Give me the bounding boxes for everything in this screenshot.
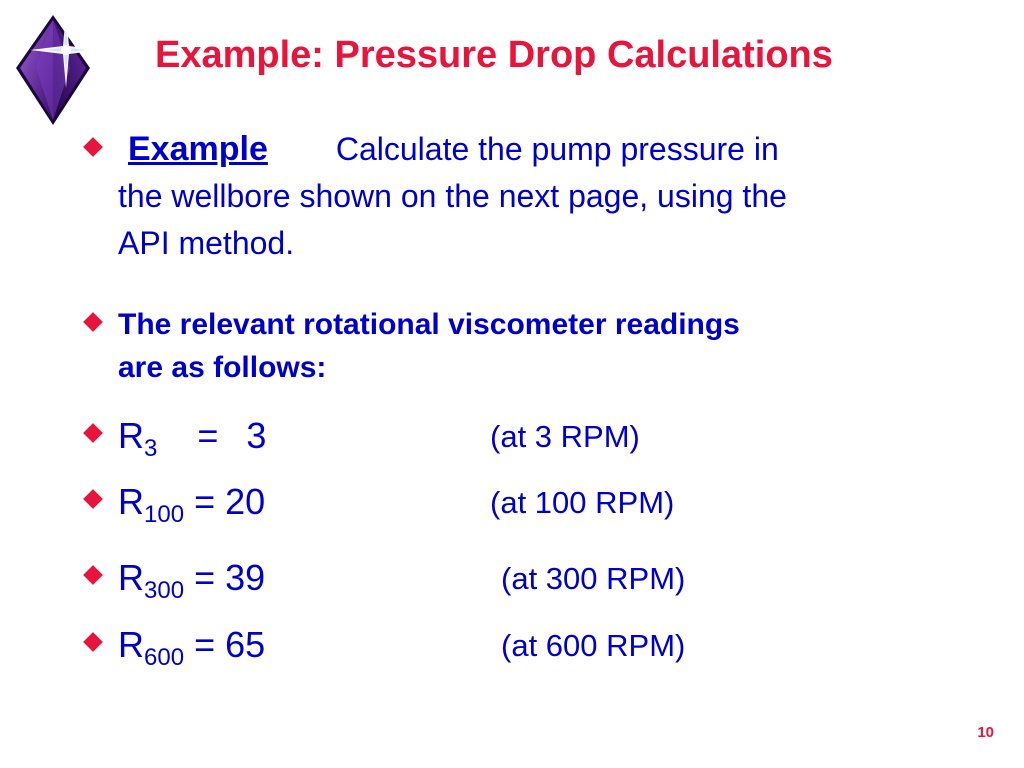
reading-r100 bbox=[118, 481, 675, 528]
reading-equals: = bbox=[194, 624, 216, 665]
red-diamond-bullet-icon bbox=[83, 565, 103, 585]
example-text-line3: API method. bbox=[118, 225, 295, 261]
red-diamond-bullet-icon bbox=[83, 632, 103, 652]
reading-r600 bbox=[118, 624, 686, 671]
reading-equals: = bbox=[194, 481, 216, 522]
readings-intro-line1: The relevant rotational viscometer readings bbox=[118, 308, 740, 341]
reading-subscript: 300 bbox=[144, 577, 185, 604]
example-text-line1: Calculate the pump pressure in bbox=[335, 131, 779, 167]
readings-intro-line2: are as follows: bbox=[118, 351, 327, 384]
reading-value: 39 bbox=[225, 557, 266, 598]
reading-value: 20 bbox=[225, 481, 266, 522]
red-diamond-bullet-icon bbox=[83, 423, 103, 443]
reading-r300 bbox=[118, 557, 686, 604]
red-diamond-bullet-icon bbox=[83, 489, 103, 509]
reading-subscript: 600 bbox=[144, 644, 185, 671]
reading-rpm: (at 100 RPM) bbox=[490, 485, 675, 520]
reading-equals: = bbox=[194, 557, 216, 598]
reading-subscript: 3 bbox=[144, 435, 158, 462]
reading-rpm: (at 600 RPM) bbox=[501, 628, 686, 663]
reading-value: 3 bbox=[246, 415, 267, 456]
reading-subscript: 100 bbox=[144, 501, 185, 528]
example-text-line2: the wellbore shown on the next page, using the bbox=[118, 178, 787, 214]
page-title: Example: Pressure Drop Calculations bbox=[155, 34, 833, 76]
reading-r3 bbox=[118, 415, 640, 462]
purple-diamond-star-icon bbox=[8, 10, 108, 130]
reading-rpm: (at 3 RPM) bbox=[490, 419, 640, 454]
example-bullet bbox=[118, 126, 978, 267]
reading-symbol: R bbox=[118, 481, 144, 522]
readings-intro-bullet bbox=[118, 303, 978, 389]
reading-symbol: R bbox=[118, 415, 144, 456]
reading-symbol: R bbox=[118, 624, 144, 665]
reading-rpm: (at 300 RPM) bbox=[501, 561, 686, 596]
reading-equals: = bbox=[197, 415, 219, 456]
red-diamond-bullet-icon bbox=[83, 312, 103, 332]
example-label: Example bbox=[128, 130, 268, 168]
reading-value: 65 bbox=[225, 624, 266, 665]
page-number: 10 bbox=[977, 724, 994, 741]
red-diamond-bullet-icon bbox=[83, 137, 103, 157]
reading-symbol: R bbox=[118, 557, 144, 598]
